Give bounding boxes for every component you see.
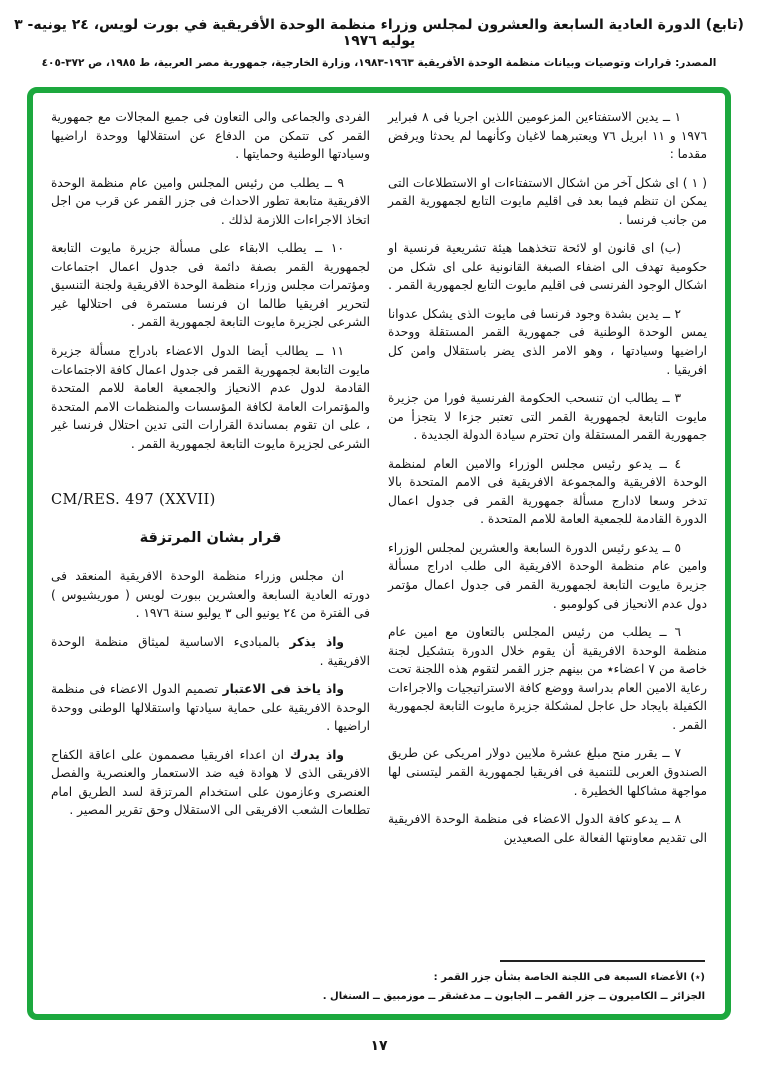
paragraph: ٩ ــ يطلب من رئيس المجلس وامين عام منظمة الوحدة الافريقية متابعة تطور الاحداث فى جزر القمر عن قرب من اجل اتخاذ الاجراءات اللازمة لذلك . [51,175,370,227]
paragraph-lead: واذ ياخذ فى الاعتبار [222,682,344,697]
text-columns [51,108,707,934]
page-number: ١٧ [370,1038,388,1054]
paragraph: ١١ ــ يطالب أيضا الدول الاعضاء بادراج مسألة جزيرة مايوت التابعة لجمهورية القمر فى جدول اعمال كافة الاجتماعات القادمة لدول عدم الانحياز والجمعية العامة للامم المتحدة والمؤتمرات العامة لكافة المؤسسات والمنظمات الامم المتحدة ، على ان تقوم بمساندة القرارات التى تدين احتلال فرنسا غير الشرعى لجزيرة مايوت التابعة لجمهورية القمر . [51,344,370,451]
paragraph: ( ١ ) اى شكل آخر من اشكال الاستفتاءات او الاستطلاعات التى يمكن ان تنظم فيما بعد فى اقليم مايوت التابع لجمهورية القمر من جانب فرنسا . [388,175,707,227]
column-right [388,108,707,934]
paragraph-lead: واذ يذكر [289,635,344,649]
paragraph: ٣ ــ يطالب ان تنسحب الحكومة الفرنسية فورا من جزيرة مايوت التابعة لجمهورية القمر التى تعتبر جزءا لا يتجزأ من جمهورية القمر المستقلة وان تحترم سيادة الدولة الجديدة . [388,391,707,443]
paragraph: واذ يدرك ان اعداء افريقيا مصممون على اعاقة الكفاح الافريقى الذى لا هوادة فيه ضد الاستعمار والعنصرية والفصل العنصرى وعازمون على استخدام المرتزقة لسد الطريق امام تطلعات الشعب الافريقى الى الاستقلال وحق تقرير المصير . [51,747,370,818]
footnote [165,960,705,1006]
paragraph: (ب) اى قانون او لائحة تتخذهما هيئة تشريعية فرنسية او حكومية تهدف الى اضفاء الصبغة القانونية على اى شكل من اشكال الوجود الفرنسى فى اقليم مايوت التابع لجمهورية القمر . [388,241,707,293]
resolution-code: CM/RES. 497 (XXVII) [51,492,216,509]
paragraph: ٢ ــ يدين بشدة وجود فرنسا فى مايوت الذى يشكل عدوانا يمس الوحدة الوطنية فى جمهورية القمر المستقلة ووحدة اراضيها وسيادتها ، وهو الامر الذى يضر باستقلال وامن كل افريقيا . [388,306,707,377]
page-header [0,0,758,69]
paragraph: ١ ــ يدين الاستفتاءين المزعومين اللذين اجريا فى ٨ فبراير ١٩٧٦ و ١١ ابريل ٧٦ ويعتبرهما لاغيان وكأنهما لم يحدثا ويرفض مقدما : [388,110,707,162]
paragraph: ٦ ــ يطلب من رئيس المجلس بالتعاون مع امين عام منظمة الوحدة الافريقية أن يقوم خلال الدورة بتشكيل لجنة خاصة من ٧ اعضاء٭ من بينهم جزر القمر لتقوم هذه اللجنة تحت رعاية الامين العام بدراسة ووضع كافة الاستراتيجيات والاجراءات الكفيلة بايجاد حل عاجل لمشكلة جزيرة مايوت التابعة لجمهورية القمر . [388,625,707,732]
paragraph: واذ يذكر بالمبادىء الاساسية لميثاق منظمة الوحدة الافريقية . [51,635,370,668]
header-source-line: المصدر: قرارات وتوصيات وبيانات منظمة الوحدة الأفريقية ١٩٦٣-١٩٨٣، وزارة الخارجية، جمهورية مصر العربية، ط ١٩٨٥، ص ٣٧٢-٤٠٥ [41,57,717,69]
green-border-frame [27,87,731,1020]
paragraph: واذ ياخذ فى الاعتبار تصميم الدول الاعضاء فى منظمة الوحدة الافريقية على حماية سيادتها واستقلالها الوطنى ووحدة اراضيها . [51,682,370,734]
header-session-line: (تابع) الدورة العادية السابعة والعشرون لمجلس وزراء منظمة الوحدة الأفريقية في بورت لويس، ٢٤ يونيه- ٣ يوليه ١٩٧٦ [14,17,744,49]
paragraph: ١٠ ــ يطلب الابقاء على مسألة جزيرة مايوت التابعة لجمهورية القمر بصفة دائمة فى جدول اعمال اجتماعات ومؤتمرات مجلس وزراء منظمة الوحدة الافريقية ولجنة التنسيق لتحرير افريقيا طالما ان فرنسا مستمرة فى احتلالها غير الشرعى لجزيرة مايوت التابعة لجمهورية القمر . [51,241,370,330]
paragraph: ان مجلس وزراء منظمة الوحدة الافريقية المنعقد فى دورته العادية السابعة والعشرين ببورت لويس ( موريشيوس ) فى الفترة من ٢٤ يونيو الى ٣ يوليو سنة ١٩٧٦ . [51,569,370,621]
footnote-divider [500,960,705,962]
column-left [51,108,370,934]
footnote-line-1: (٭) الأعضاء السبعة فى اللجنة الخاصة بشأن جزر القمر : [433,972,705,983]
footnote-line-2: الجزائر ــ الكاميرون ــ جزر القمر ــ الجابون ــ مدغشقر ــ موزمبيق ــ السنغال . [322,991,705,1002]
paragraph: ٤ ــ يدعو رئيس مجلس الوزراء والامين العام لمنظمة الوحدة الافريقية والمجموعة الافريقية فى الامم المتحدة بالا تدخر وسعا لادارج مسألة جمهورية القمر فى جدول اعمال الدورة القادمة للجمعية العامة للامم المتحدة . [388,456,707,527]
resolution-title: قرار بشان المرتزقة [139,530,282,547]
paragraph: ٨ ــ يدعو كافة الدول الاعضاء فى منظمة الوحدة الافريقية الى تقديم معاونتها الفعالة على الصعيدين [388,812,707,845]
paragraph: ٧ ــ يقرر منح مبلغ عشرة ملايين دولار امريكى عن طريق الصندوق العربى للتنمية فى افريقيا لجمهورية القمر ليتسنى لها مواجهة مشاكلها الخطيرة . [388,746,707,798]
paragraph: ٥ ــ يدعو رئيس الدورة السابعة والعشرين لمجلس الوزراء وامين عام منظمة الوحدة الافريقية الى طلب ادراج مسألة جزيرة مايوت التابعة لجمهورية القمر فى جدول اعمال مؤتمر دول عدم الانحياز فى كولومبو . [388,540,707,611]
paragraph: الفردى والجماعى والى التعاون فى جميع المجالات مع جمهورية القمر كى تتمكن من الدفاع عن استقلالها ووحدة اراضيها وسيادتها الوطنية وحمايتها . [51,110,370,162]
paragraph-lead: واذ يدرك [289,747,344,762]
